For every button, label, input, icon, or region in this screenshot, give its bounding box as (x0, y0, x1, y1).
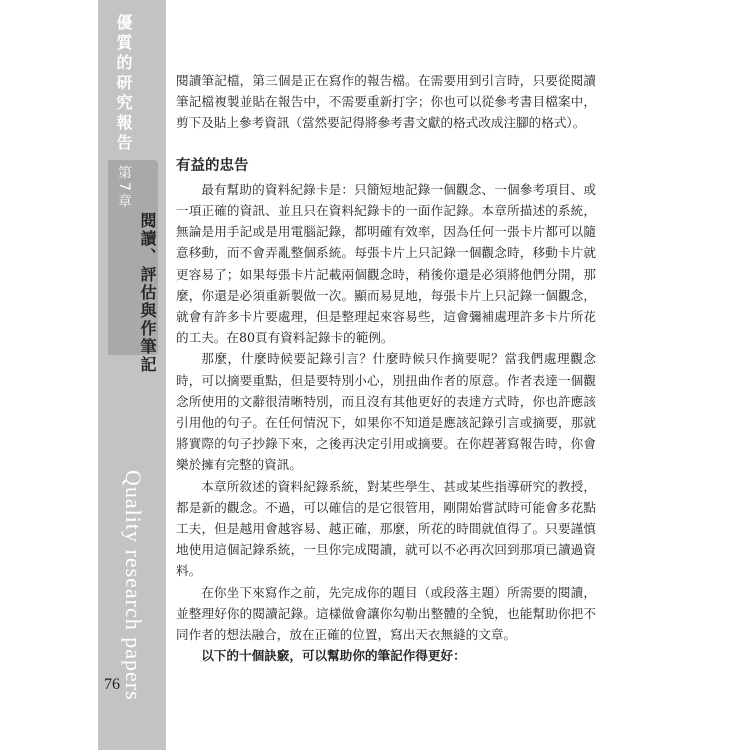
paragraph: 最有幫助的資料紀錄卡是：只簡短地記錄一個觀念、一個參考項目、或一項正確的資訊、並且只在資料紀錄卡的一面作記錄。本章所描述的系統，無論是用手記或是用電腦記錄，都明確有效率，因為任何一張卡片都可以隨意移動，而不會弄亂整個系統。每張卡片上只記錄一個觀念時，移動卡片就更容易了；如果每張卡片記載兩個觀念時，稍後你還是必須將他們分開，那麼，你還是必須重新製做一次。顯而易見地，每張卡片上只記錄一個觀念，就會有許多卡片要處理，但是整理起來容易些，這會彌補處理許多卡片所花的工夫。在80頁有資料記錄卡的範例。 (176, 181, 596, 346)
page-number: 76 (104, 676, 120, 693)
tips-intro: 以下的十個訣竅，可以幫助你的筆記作得更好： (201, 648, 466, 664)
book-title: 優質的研究報告 (114, 14, 133, 154)
paragraph: 在你坐下來寫作之前，先完成你的題目（或段落主題）所需要的閱讀，並整理好你的閱讀記錄。這樣做會讓你勾勒出整體的全貌，也能幫助你把不同作者的想法融合，放在正確的位置，寫出天衣無縫的文章。 (176, 584, 596, 643)
paragraph: 本章所敘述的資料紀錄系統，對某些學生、甚或某些指導研究的教授，都是新的觀念。不過，可以確信的是它很管用，剛開始嘗試時可能會多花點工夫，但是越用會越容易、越正確，那麼，所花的時間就值得了。只要謹慎地使用這個記錄系統，一旦你完成閱讀，就可以不必再次回到那項已讀過資料。 (176, 478, 596, 579)
chapter-marker: 第7章 (116, 165, 132, 211)
paragraph: 那麼，什麼時候要記錄引言？什麼時候只作摘要呢？當我們處理觀念時，可以摘要重點，但是要特別小心，別扭曲作者的原意。作者表達一個觀念所使用的文辭很清晰特別，而且沒有其他更好的表達方式時，你也許應該引用他的句子。在任何情況下，如果你不知道是應該記錄引言或摘要，那就將實際的句子抄錄下來，之後再決定引用或摘要。在你趕著寫報告時，你會樂於擁有完整的資訊。 (176, 351, 596, 473)
paragraph-continued: 閱讀筆記檔，第三個是正在寫作的報告檔。在需要用到引言時，只要從閱讀筆記檔複製並貼在報告中，不需要重新打字；你也可以從參考書目檔案中，剪下及貼上參考資訊（當然要記得將參考書文獻的格式改成注腳的格式）。 (176, 73, 596, 131)
chapter-title: 閱讀、評估與作筆記 (138, 212, 157, 374)
body-text (176, 70, 596, 666)
english-title: Quality research papers (121, 470, 146, 701)
side-margin-band (98, 0, 166, 750)
section-heading: 有益的忠告 (176, 157, 249, 174)
